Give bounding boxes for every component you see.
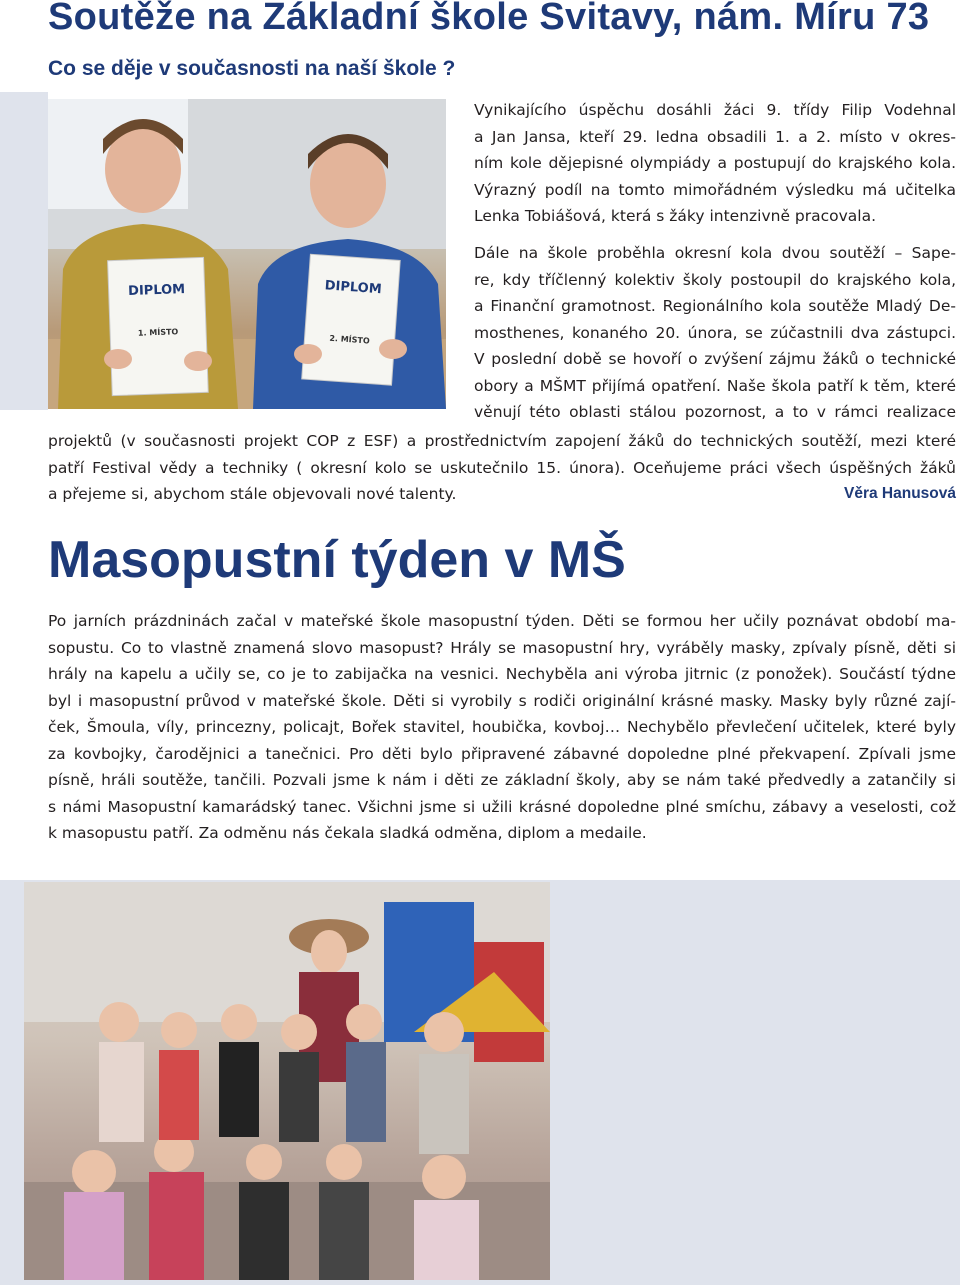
text-line: mosthenes, konaného 20. února, se zúčastnili dva zástupci. (474, 323, 956, 342)
text-line: ním kole dějepisné olympiády a postupují do krajského kola. (474, 154, 956, 172)
text-line-last (48, 481, 956, 508)
diploma-text-2: DIPLOM (324, 278, 383, 298)
text-line: re, kdy tříčlenný kolektiv školy postoupil do krajského kola, (474, 270, 956, 289)
text-line: sopustu. Co to vlastně znamená slovo masopust? Hrály se masopustní hry, vyráběly masky, zpívaly písně, děti si (48, 638, 956, 657)
text-line: ček, Šmoula, víly, princezny, policajt, Bořek stavitel, houbička, kovboj… Nechybělo převlečení učitelek, které byly (48, 718, 956, 736)
text-line: Dále na škole proběhla okresní kola dvou soutěží – Sape- (474, 244, 956, 262)
text-line: s námi Masopustní kamarádský tanec. Všichni jsme si užili krásné dopoledne plné smíchu, zábavy a veselosti, což (48, 797, 956, 816)
text-line: Lenka Tobiášová, která s žáky intenzivně pracovala. (474, 207, 877, 225)
diploma-place-1: 1. MÍSTO (137, 327, 179, 338)
text-line: a Finanční gramotnost. Regionálního kola soutěže Mladý De- (474, 297, 956, 315)
diploma-place-2: 2. MÍSTO (329, 333, 371, 346)
text-line: byl i masopustní průvod v mateřské škole. Děti si vyrobily s rodiči originální krásné masky. Masky byly různé zají- (48, 691, 956, 710)
paragraph-olympiad (474, 97, 956, 230)
carnival-children-photo (24, 882, 550, 1280)
text-line: Po jarních prázdninách začal v mateřské škole masopustní týden. Děti se formou her učily poznávat období ma- (48, 612, 956, 630)
text-line: a Jan Jansa, kteří 29. ledna obsadili 1. a 2. místo v okres- (474, 127, 956, 146)
paragraph-masopust (48, 608, 956, 847)
text-line: obory a MŠMT přijímá opatření. Naše škola patří k těm, které (474, 376, 956, 395)
article-title-masopust: Masopustní týden v MŠ (48, 531, 626, 589)
text-line: Výrazný podíl na tomto mimořádném výsledku má učitelka (474, 180, 956, 199)
text-line: a přejeme si, abychom stále objevovali nové talenty. (48, 485, 457, 503)
text-line: k masopustu patří. Za odměnu nás čekala sladká odměna, diplom a medaile. (48, 824, 647, 842)
side-panel-decoration (0, 92, 48, 410)
article-subtitle: Co se děje v současnosti na naší škole ? (48, 57, 456, 80)
text-line: Vynikajícího úspěchu dosáhli žáci 9. třídy Filip Vodehnal (474, 101, 956, 119)
students-diploma-photo (48, 99, 446, 409)
text-line: písně, hráli soutěže, tančili. Pozvali jsme k nám i děti ze základní školy, aby se nám také předvedly a zatančily si (48, 771, 956, 789)
text-line: hrály na kapelu a učily se, co je to zabijačka na vesnici. Nechyběla ani výroba jitrnic (z ponožek). Součástí týdne (48, 665, 956, 683)
diploma-text-1: DIPLOM (127, 282, 186, 300)
paragraph-competitions (474, 240, 956, 426)
text-line: patří Festival vědy a techniky ( okresní kolo se uskutečnilo 15. února). Oceňujeme práci všech úspěšných žáků (48, 458, 956, 477)
text-line: projektů (v současnosti projekt COP z ESF) a prostřednictvím zapojení žáků do technických soutěží, mezi které (48, 432, 956, 450)
text-line: za kovbojky, čarodějnici a tanečnici. Pro děti bylo připravené zábavné dopoledne plné překvapení. Zpívali jsme (48, 744, 956, 763)
text-line: V poslední době se hovoří o zvýšení zájmu žáků o technické (474, 350, 956, 368)
paragraph-competitions-continued (48, 428, 956, 508)
article-title: Soutěže na Základní škole Svitavy, nám. Míru 73 (48, 0, 930, 38)
text-line: věnují této oblasti stálou pozornost, a to v rámci realizace (474, 403, 956, 421)
author-signature: Věra Hanusová (844, 485, 956, 502)
